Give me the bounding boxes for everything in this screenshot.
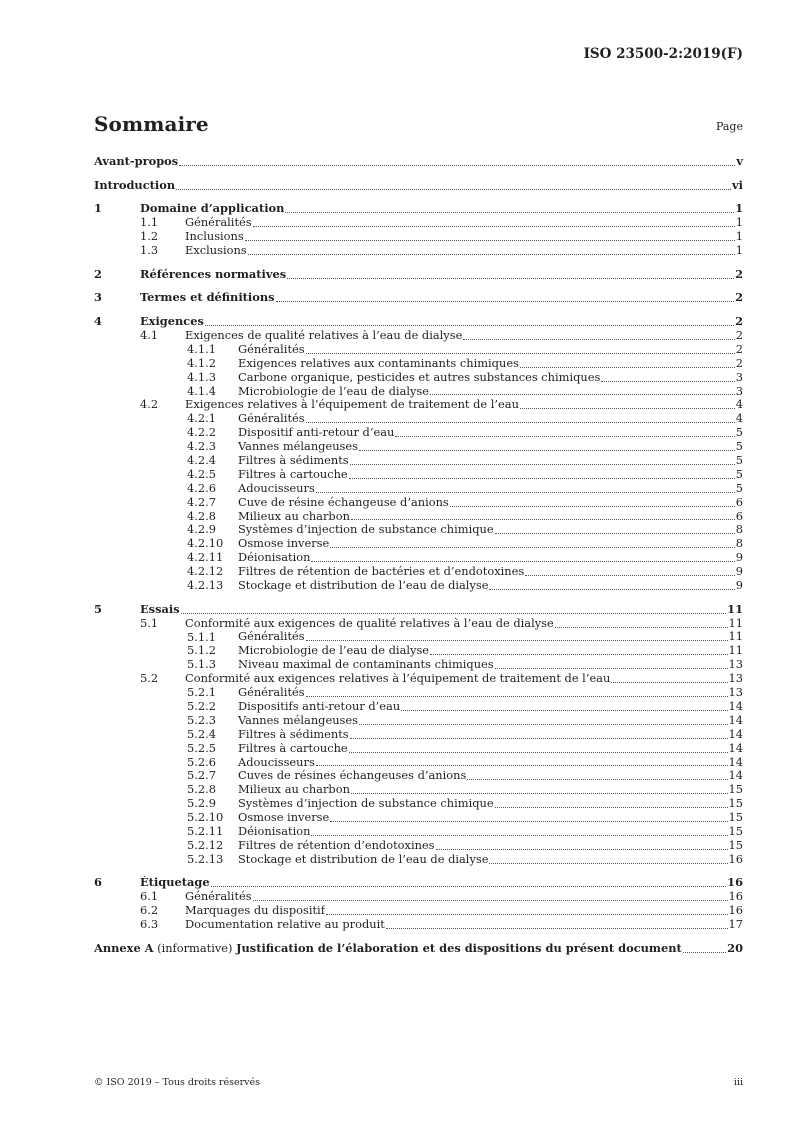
toc-entry[interactable] <box>94 644 743 658</box>
toc-title: Sommaire <box>94 112 209 136</box>
toc-entry-number: 5.2.8 <box>187 782 216 797</box>
annex-qualifier: (informative) <box>153 941 237 955</box>
toc-entry-title: Filtres à sédiments <box>238 727 349 741</box>
toc-entry[interactable] <box>94 412 743 426</box>
dot-leader <box>351 793 728 794</box>
toc-entry-title: Avant-propos <box>94 154 179 168</box>
toc-entry-page: 11 <box>728 629 743 644</box>
dot-leader <box>520 408 735 409</box>
toc-entry-page: 1 <box>735 201 743 216</box>
dot-leader <box>349 752 728 753</box>
toc-entry-title: Stockage et distribution de l’eau de dialyse <box>238 579 489 593</box>
dot-leader <box>350 464 735 465</box>
toc-entry-number: 5.2.12 <box>187 837 224 852</box>
toc-entry-page: 9 <box>735 578 743 593</box>
toc-entry-number: 6.2 <box>140 903 159 918</box>
toc-entry-page: vi <box>732 177 743 192</box>
toc-entry-title: Introduction <box>94 178 176 192</box>
toc-entry-number: 6.1 <box>140 889 159 904</box>
toc-entry-title: Cuve de résine échangeuse d’anions <box>238 495 449 509</box>
toc-entry-page: 11 <box>728 615 743 630</box>
toc-entry-page: 16 <box>728 889 743 904</box>
toc-entry-number: 4.1 <box>140 328 159 342</box>
toc-entry-number: 4.1.2 <box>187 355 216 370</box>
toc-entry[interactable] <box>94 496 743 510</box>
toc-entry-page: 5 <box>735 439 743 454</box>
toc-entry[interactable] <box>94 343 743 357</box>
annex-page: 20 <box>727 940 743 955</box>
toc-entry[interactable] <box>94 551 743 565</box>
toc-entry[interactable] <box>94 155 743 169</box>
toc-entry[interactable] <box>94 904 743 918</box>
dot-leader <box>330 821 727 822</box>
dot-leader <box>311 561 734 562</box>
dot-leader <box>349 478 735 479</box>
toc-entry-page: 2 <box>735 355 743 370</box>
toc-entry-title: Essais <box>140 602 180 616</box>
toc-entry-number: 6 <box>94 875 102 890</box>
toc-entry[interactable] <box>94 769 743 783</box>
dot-leader <box>401 710 727 711</box>
toc-entry-page: 4 <box>735 411 743 426</box>
toc-entry-number: 5 <box>94 601 102 616</box>
toc-entry-page: 2 <box>735 266 743 281</box>
toc-entry-number: 5.2.3 <box>187 712 216 727</box>
toc-entry-number: 1.2 <box>140 229 159 244</box>
toc-entry-title: Niveau maximal de contaminants chimiques <box>238 658 494 672</box>
dot-leader <box>525 575 735 576</box>
page-column-label: Page <box>715 120 743 133</box>
toc-entry-page: 15 <box>728 810 743 825</box>
toc-entry-page: 14 <box>728 726 743 741</box>
dot-leader <box>520 367 735 368</box>
toc-entry-title: Exigences de qualité relatives à l’eau de dialyse <box>185 328 463 342</box>
dot-leader <box>306 640 728 641</box>
annex-label: Annexe A <box>94 941 154 955</box>
dot-leader <box>436 849 728 850</box>
toc-entry-page: 14 <box>728 754 743 769</box>
toc-entry-title: Conformité aux exigences relatives à l’équipement de traitement de l’eau <box>185 672 611 686</box>
toc-entry[interactable] <box>94 216 743 230</box>
toc-entry-title: Filtres de rétention d’endotoxines <box>238 838 435 852</box>
toc-entry[interactable] <box>94 853 743 867</box>
toc-entry-number: 4.1.4 <box>187 383 216 398</box>
toc-entry[interactable] <box>94 329 743 343</box>
dot-leader <box>330 547 735 548</box>
toc-entry-page: 5 <box>735 453 743 467</box>
toc-entry[interactable] <box>94 440 743 454</box>
dot-leader <box>495 807 728 808</box>
copyright-footer: © ISO 2019 – Tous droits réservés <box>94 1077 261 1088</box>
dot-leader <box>359 450 735 451</box>
toc-entry-number: 4.2.1 <box>187 411 216 426</box>
dot-leader <box>316 492 735 493</box>
toc-entry-page: 6 <box>735 494 743 509</box>
toc-entry-number: 5.2.1 <box>187 685 216 700</box>
toc-entry[interactable] <box>94 700 743 714</box>
toc-entry-page: 1 <box>735 243 743 258</box>
dot-leader <box>326 914 728 915</box>
toc-entry[interactable] <box>94 714 743 728</box>
toc-entry-number: 5.2.6 <box>187 754 216 769</box>
toc-entry-number: 5.1.1 <box>187 629 216 644</box>
toc-entry-title: Systèmes d’injection de substance chimique <box>238 523 494 537</box>
toc-entry-title: Généralités <box>238 630 305 644</box>
dot-leader <box>350 738 728 739</box>
dot-leader <box>359 724 728 725</box>
toc-entry[interactable] <box>94 742 743 756</box>
dot-leader <box>176 189 731 190</box>
toc-entry-page: 13 <box>728 657 743 672</box>
toc-entry-number: 4.2.10 <box>187 536 224 551</box>
toc-entry[interactable] <box>94 315 743 329</box>
dot-leader <box>306 422 735 423</box>
toc-entry[interactable] <box>94 783 743 797</box>
toc-entry[interactable] <box>94 797 743 811</box>
toc-entry-title: Généralités <box>238 686 305 700</box>
dot-leader <box>245 240 735 241</box>
toc-entry-title: Marquages du dispositif <box>185 904 325 918</box>
toc-entry-page: 2 <box>735 314 743 329</box>
toc-entry[interactable] <box>94 510 743 524</box>
toc-entry-title: Microbiologie de l’eau de dialyse <box>238 644 430 658</box>
toc-entry-title: Adoucisseurs <box>238 755 315 769</box>
toc-entry-number: 6.3 <box>140 917 159 932</box>
toc-entry-title: Conformité aux exigences de qualité relatives à l’eau de dialyse <box>185 616 554 630</box>
toc-entry[interactable] <box>94 179 743 193</box>
toc-entry-title: Milieux au charbon <box>238 509 350 523</box>
dot-leader <box>489 589 734 590</box>
toc-entry-title: Déionisation <box>238 551 311 565</box>
toc-entry[interactable] <box>94 579 743 593</box>
toc-entry-title: Termes et définitions <box>140 291 275 305</box>
dot-leader <box>253 226 735 227</box>
dot-leader <box>601 381 734 382</box>
toc-entry[interactable] <box>94 876 743 890</box>
toc-entry[interactable] <box>94 454 743 468</box>
dot-leader <box>211 886 727 887</box>
toc-entry[interactable] <box>94 398 743 412</box>
dot-leader <box>683 952 726 953</box>
toc-entry-page: 14 <box>728 698 743 713</box>
dot-leader <box>463 339 734 340</box>
dot-leader <box>181 613 727 614</box>
toc-entry[interactable] <box>94 603 743 617</box>
toc-entry[interactable] <box>94 565 743 579</box>
toc-entry-title: Étiquetage <box>140 876 210 890</box>
toc-annex-entry[interactable] <box>94 942 743 956</box>
toc-entry-number: 5.1 <box>140 615 159 630</box>
toc-entry-title: Documentation relative au produit <box>185 918 385 932</box>
toc-entry[interactable] <box>94 371 743 385</box>
toc-entry-number: 4.2.12 <box>187 564 224 579</box>
toc-entry[interactable] <box>94 756 743 770</box>
toc-entry-page: 14 <box>728 712 743 727</box>
toc-entry[interactable] <box>94 839 743 853</box>
dot-leader <box>287 278 734 279</box>
toc-entry-number: 1.3 <box>140 243 159 258</box>
toc-entry[interactable] <box>94 672 743 686</box>
dot-leader <box>306 353 735 354</box>
dot-leader <box>495 668 728 669</box>
toc-entry-number: 5.2.9 <box>187 796 216 811</box>
toc-entry-title: Systèmes d’injection de substance chimique <box>238 797 494 811</box>
dot-leader <box>495 533 735 534</box>
toc-entry-page: 5 <box>735 480 743 495</box>
toc-entry-page: 15 <box>728 823 743 838</box>
toc-entry-number: 5.2 <box>140 671 159 686</box>
dot-leader <box>386 928 728 929</box>
dot-leader <box>611 682 727 683</box>
toc-entry[interactable] <box>94 825 743 839</box>
toc-entry-title: Généralités <box>238 342 305 356</box>
toc-entry-number: 5.2.13 <box>187 851 224 866</box>
toc-entry-number: 4.2.5 <box>187 466 216 481</box>
toc-entry-page: 14 <box>728 740 743 755</box>
toc-entry-title: Exclusions <box>185 244 247 258</box>
dot-leader <box>450 506 735 507</box>
toc-entry-title: Carbone organique, pesticides et autres substances chimiques <box>238 370 601 384</box>
dot-leader <box>489 863 727 864</box>
dot-leader <box>430 654 727 655</box>
dot-leader <box>285 212 734 213</box>
toc-entry-number: 4.2 <box>140 397 159 412</box>
toc-entry-number: 1.1 <box>140 215 159 230</box>
toc-entry-title: Déionisation <box>238 824 311 838</box>
toc-entry[interactable] <box>94 244 743 258</box>
toc-entry-number: 5.1.2 <box>187 643 216 658</box>
toc-entry-number: 4.2.3 <box>187 439 216 454</box>
toc-entry-title: Stockage et distribution de l’eau de dialyse <box>238 852 489 866</box>
toc-entry-page: 15 <box>728 782 743 797</box>
toc-entry[interactable] <box>94 537 743 551</box>
toc-entry-number: 5.2.4 <box>187 726 216 741</box>
toc-entry-title: Dispositifs anti-retour d’eau <box>238 699 401 713</box>
toc-entry[interactable] <box>94 357 743 371</box>
toc-entry-page: v <box>736 153 743 168</box>
toc-entry[interactable] <box>94 918 743 932</box>
toc-entry-page: 17 <box>728 917 743 932</box>
toc-entry-title: Filtres à cartouche <box>238 467 348 481</box>
toc-entry[interactable] <box>94 658 743 672</box>
toc-entry-number: 4.2.2 <box>187 425 216 440</box>
page-number-footer: iii <box>733 1077 743 1088</box>
toc-entry-page: 8 <box>735 522 743 537</box>
toc-entry-number: 4.2.6 <box>187 480 216 495</box>
toc-entry-page: 1 <box>735 215 743 230</box>
toc-entry-number: 2 <box>94 266 102 281</box>
toc-entry-page: 16 <box>728 851 743 866</box>
toc-entry-title: Adoucisseurs <box>238 481 315 495</box>
toc-entry-number: 4.1.1 <box>187 341 216 356</box>
toc-entry-title: Références normatives <box>140 267 287 281</box>
toc-entry-page: 2 <box>735 290 743 305</box>
toc-entry-title: Osmose inverse <box>238 537 330 551</box>
toc-entry-page: 14 <box>728 768 743 783</box>
toc-entry-number: 4.2.9 <box>187 522 216 537</box>
toc-entry-number: 5.1.3 <box>187 657 216 672</box>
toc-entry[interactable] <box>94 426 743 440</box>
toc-entry-page: 13 <box>728 671 743 686</box>
toc-entry-number: 4.2.7 <box>187 494 216 509</box>
toc-entry[interactable] <box>94 617 743 631</box>
toc-entry-page: 3 <box>735 369 743 384</box>
toc-entry-number: 4.2.8 <box>187 508 216 523</box>
toc-entry-title: Inclusions <box>185 230 244 244</box>
toc-entry-page: 15 <box>728 837 743 852</box>
dot-leader <box>248 254 735 255</box>
toc-entry-page: 8 <box>735 536 743 551</box>
table-of-contents <box>94 155 743 956</box>
toc-entry-page: 5 <box>735 466 743 481</box>
toc-entry-title: Filtres à sédiments <box>238 454 349 467</box>
toc-entry[interactable] <box>94 230 743 244</box>
toc-entry-number: 5.2.11 <box>187 823 224 838</box>
toc-entry-title: Filtres à cartouche <box>238 741 348 755</box>
toc-entry[interactable] <box>94 811 743 825</box>
toc-entry-title: Milieux au charbon <box>238 783 350 797</box>
toc-entry-page: 4 <box>735 397 743 412</box>
toc-entry-page: 2 <box>735 341 743 356</box>
toc-entry[interactable] <box>94 890 743 904</box>
toc-entry-title: Filtres de rétention de bactéries et d’endotoxines <box>238 565 525 579</box>
toc-entry[interactable] <box>94 468 743 482</box>
toc-entry-number: 5.2.2 <box>187 698 216 713</box>
toc-entry[interactable] <box>94 385 743 399</box>
toc-entry-title: Microbiologie de l’eau de dialyse <box>238 384 430 398</box>
dot-leader <box>395 436 734 437</box>
dot-leader <box>311 835 727 836</box>
toc-entry-title: Généralités <box>238 412 305 426</box>
dot-leader <box>467 779 727 780</box>
dot-leader <box>555 627 728 628</box>
dot-leader <box>205 325 734 326</box>
toc-entry-title: Domaine d’application <box>140 202 285 216</box>
toc-entry[interactable] <box>94 523 743 537</box>
toc-entry-page: 11 <box>727 601 743 616</box>
toc-entry-number: 4.1.3 <box>187 369 216 384</box>
toc-entry-number: 4.2.13 <box>187 578 224 593</box>
toc-entry-title: Exigences relatives à l’équipement de traitement de l’eau <box>185 398 519 412</box>
toc-entry-title: Généralités <box>185 890 252 904</box>
toc-entry[interactable] <box>94 482 743 496</box>
toc-entry-number: 3 <box>94 290 102 305</box>
toc-entry-number: 5.2.7 <box>187 768 216 783</box>
dot-leader <box>430 394 735 395</box>
toc-entry[interactable] <box>94 686 743 700</box>
toc-entry-title: Exigences <box>140 315 204 329</box>
toc-entry-number: 4 <box>94 314 102 329</box>
toc-entry-title: Généralités <box>185 216 252 230</box>
toc-entry[interactable] <box>94 728 743 742</box>
toc-entry-number: 4.2.4 <box>187 453 216 468</box>
toc-entry-number: 5.2.5 <box>187 740 216 755</box>
toc-entry-number: 1 <box>94 201 102 216</box>
toc-entry[interactable] <box>94 202 743 216</box>
dot-leader <box>179 165 735 166</box>
toc-entry-page: 9 <box>735 564 743 579</box>
toc-entry-page: 1 <box>735 229 743 244</box>
toc-entry-page: 16 <box>728 903 743 918</box>
toc-entry-page: 6 <box>735 508 743 523</box>
toc-entry-title: Osmose inverse <box>238 811 330 825</box>
dot-leader <box>316 765 728 766</box>
toc-entry-title: Vannes mélangeuses <box>238 713 358 727</box>
annex-title-wrapper <box>94 942 682 956</box>
toc-entry-page: 2 <box>735 327 743 342</box>
toc-entry-page: 11 <box>728 643 743 658</box>
toc-entry[interactable] <box>94 291 743 305</box>
toc-entry-page: 15 <box>728 796 743 811</box>
toc-entry-page: 5 <box>735 425 743 440</box>
toc-entry-number: 5.2.10 <box>187 810 224 825</box>
dot-leader <box>253 900 728 901</box>
toc-entry-page: 13 <box>728 685 743 700</box>
dot-leader <box>276 301 735 302</box>
toc-entry-page: 3 <box>735 383 743 398</box>
toc-entry-title: Dispositif anti-retour d’eau <box>238 426 395 440</box>
toc-entry-number: 4.2.11 <box>187 550 224 565</box>
toc-entry-title: Cuves de résines échangeuses d’anions <box>238 769 467 783</box>
annex-title: Justification de l’élaboration et des dispositions du présent document <box>236 941 682 955</box>
dot-leader <box>306 696 728 697</box>
toc-entry-page: 16 <box>727 875 743 890</box>
toc-entry-title: Exigences relatives aux contaminants chimiques <box>238 356 519 370</box>
document-id-header: ISO 23500-2:2019(F) <box>583 46 743 62</box>
dot-leader <box>351 519 735 520</box>
toc-entry-page: 9 <box>735 550 743 565</box>
toc-entry[interactable] <box>94 631 743 645</box>
toc-entry-title: Vannes mélangeuses <box>238 440 358 454</box>
toc-entry[interactable] <box>94 268 743 282</box>
